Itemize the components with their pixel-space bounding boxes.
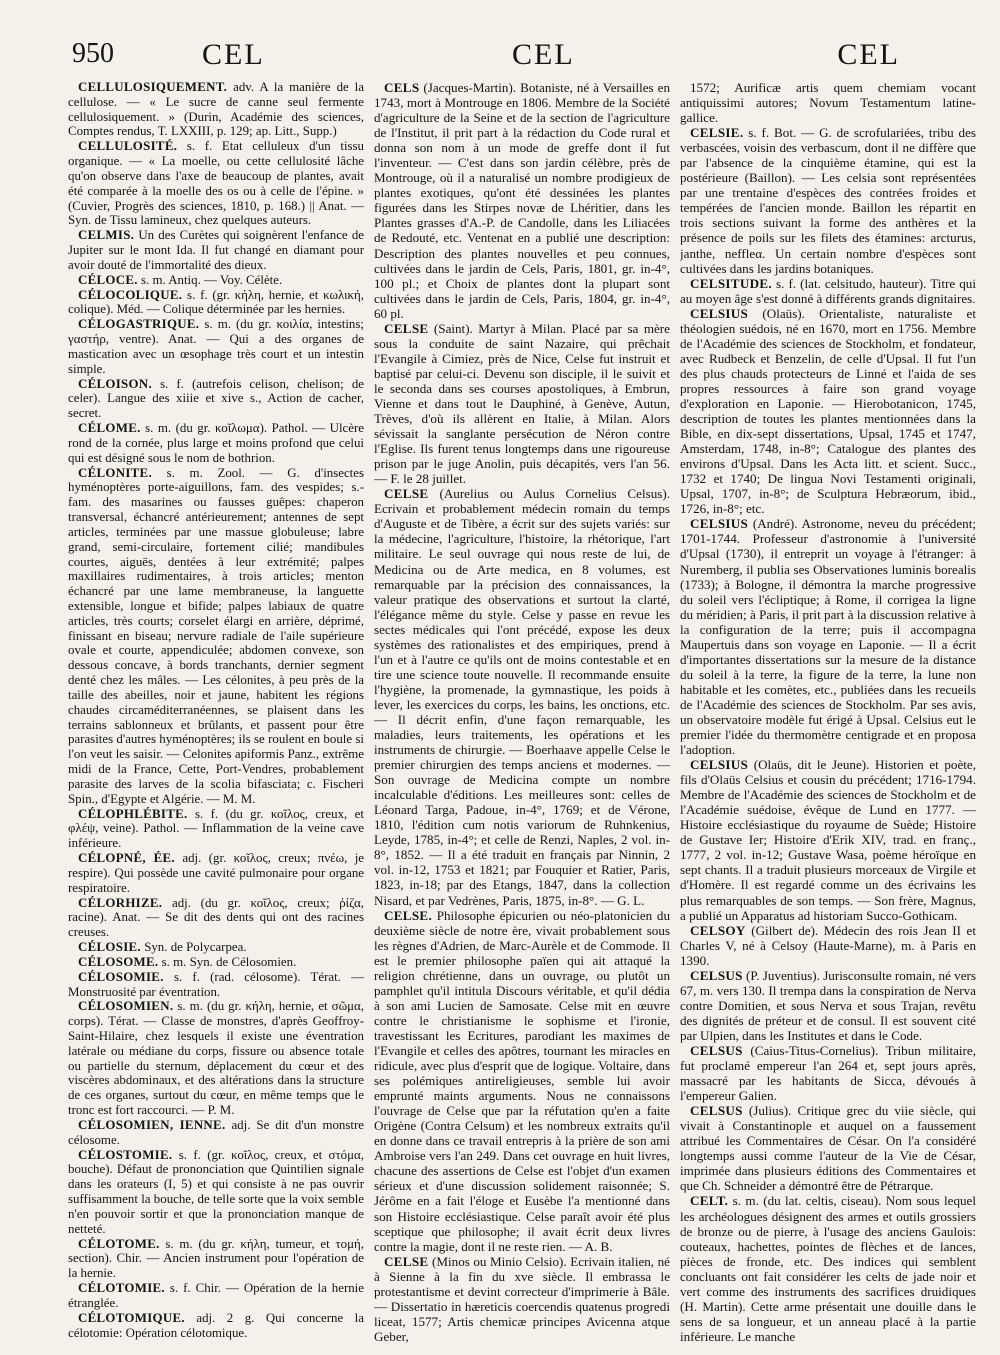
dictionary-entry xyxy=(68,421,364,465)
entry-headword: CÉLOPHLÉBITE. xyxy=(78,806,188,821)
dictionary-entry xyxy=(68,1311,364,1341)
dictionary-entry xyxy=(68,273,364,288)
entry-headword: CÉLOPNÉ, ÉE. xyxy=(78,851,175,866)
entry-headword: CELT. xyxy=(690,1193,729,1209)
entry-text: (Olaüs). Orientaliste, naturaliste et théologien suédois, né en 1670, mort en 1756. Membre de l'Académie des sciences de Stockholm, et fondateur, avec Rudbeck et Benzelin, de celle d'Upsal. Il fut l'un des plus chauds protecteurs de Linné et l'aida de ses propres ressources à faire son grand voyage d'exploration en Laponie. — Hierobotanicon, 1745, description de toutes les plantes mentionnées dans la Bible, en dix-sept dissertations, Upsal, 1745 et 1747, Amsterdam, 1748, in-8°; Catalogue des plantes des environs d'Upsal. Dans les Acta litt. et scient. Succ., 1732 et 1740; De lingua Novi Testamenti originali, Upsal, 1707, in-8°; de Sculptura Hebræorum, ibid., 1726, in-8°; etc. xyxy=(680,305,976,517)
entry-text: (P. Juventius). Jurisconsulte romain, né vers 67, m. vers 130. Il trempa dans la conspiration de Nerva contre Domitien, et sous Nerva et sous Trajan, revêtu des dignités de préteur et de consul. Il est souvent cité par Ulpien, dans les Institutes et dans le Code. xyxy=(680,967,976,1043)
entry-headword: CELLULOSITÉ. xyxy=(78,139,178,154)
dictionary-entry xyxy=(68,377,364,421)
entry-text: (Julius). Critique grec du viie siècle, qui vivait à Constantinople et auquel on a faussement attribué les Commentaires de César. On l'a considéré longtemps aussi comme l'auteur de la Vie de César, imprimée dans plusieurs éditions des Commentaires et que Ch. Schneider a démontré être de Pétrarque. xyxy=(680,1103,976,1194)
dictionary-entry xyxy=(68,317,364,376)
dictionary-entry xyxy=(374,321,670,487)
dictionary-entry xyxy=(68,896,364,940)
entry-headword: CELSUS xyxy=(690,1103,743,1119)
entry-headword: CÉLOSIE. xyxy=(78,940,141,955)
entry-text: adj. Se dit d'un monstre célosome. xyxy=(68,1117,364,1147)
dictionary-entry xyxy=(68,80,364,139)
entry-headword: CELSIUS xyxy=(690,516,749,532)
entry-text: s. m. (du gr. κήλη, hernie, et σῶμα, corps). Térat. — Classe de monstres, d'après Geoffroy-Saint-Hilaire, chez lesquels il existe une éventration latérale ou médiane du corps, fissure ou absence totale ou partielle du sternum, déplacement du cœur et des viscères abdominaux, et des altérations dans la structure de ces organes, surtout du cœur, en même temps que le tronc est fort raccourci. — P. M. xyxy=(68,999,364,1118)
entry-text: s. m. Antiq. — Voy. Célète. xyxy=(141,272,283,287)
dictionary-entry xyxy=(68,955,364,970)
dictionary-entry xyxy=(680,1103,976,1193)
dictionary-entry xyxy=(680,80,976,125)
dictionary-entry xyxy=(680,276,976,306)
entry-text: adj. 2 g. Qui concerne la célotomie: Opération célotomique. xyxy=(68,1310,364,1340)
entry-headword: CELSE xyxy=(384,1253,429,1269)
page-header xyxy=(72,38,940,78)
entry-headword: CÉLOCE. xyxy=(78,272,138,287)
entry-text: s. m. Syn. de Célosomien. xyxy=(161,954,297,969)
guide-word-left: CEL xyxy=(202,38,265,71)
entry-text: s. m. Zool. — G. d'insectes hyménoptères porte-aiguillons, fam. des vespides; s.-fam. des masarines ou fausses guêpes: chaperon transversal, échancré antérieurement; antennes de sept articles, terminées par une massue globuleuse; labre grand, semi-circulaire, fortement cilié; mandibules courtes, aiguës, dentées à leur extrémité; palpes maxillaires rudimentaires, à trois articles; menton échancré par une lame membraneuse, la languette extensible, longue et bifide; palpes labiaux de quatre articles, très courts; corselet élargi en arrière, déprimé, finissant en biseau; nervure radiale de l'aile supérieure ovale et courte, appendiculée; abdomen convexe, son dessous concave, à bords tranchants, dernier segment denté chez les mâles. — Les célonites, à peu près de la taille des abeilles, noir et jaune, habitent les régions chaudes circaméditerranéennes, se plaisent dans les terrains sablonneux et brûlants, et passent pour être parasites d'autres hyménoptères; ils se roulent en boule si l'on veut les saisir. — Celonites apiformis Panz., extrême midi de la France, Cette, Port-Vendres, probablement parasite des larves de la scolia bifasciata; c. Fischeri Spin., d'Egypte et Algérie. — M. M. xyxy=(68,465,364,806)
entry-text: (Olaüs, dit le Jeune). Historien et poète, fils d'Olaüs Celsius et cousin du précédent; 1716-1794. Membre de l'Académie des sciences de Stockholm et de l'Académie suédoise, évêque de Lund en 1777. — Histoire ecclésiastique du royaume de Suède; Histoire de Gustave Ier; Histoire d'Erik XIV, trad. en franç., 1777, 2 vol. in-12; Gustave Wasa, poème héroïque en sept chants. Il a traduit plusieurs morceaux de Virgile et d'Homère. Il est regardé comme un des écrivains les plus remarquables de son temps. — Son frère, Magnus, a publié un Apparatus ad historiam Succo-Gothicam. xyxy=(680,757,976,923)
entry-headword: CÉLOISON. xyxy=(78,376,152,391)
column-middle xyxy=(374,80,670,1345)
entry-text: Syn. de Polycarpea. xyxy=(144,940,247,955)
entry-headword: CELSOY xyxy=(690,922,746,938)
entry-headword: CELLULOSIQUEMENT. xyxy=(78,80,228,94)
dictionary-entry xyxy=(680,306,976,517)
entry-text: adv. A la manière de la cellulose. — « Le sucre de canne seul fermente cellulosiquement. » (Durin, Académie des sciences, Comptes rendus, T. LXXIII, p. 129; ap. Litt., Supp.) xyxy=(68,80,364,139)
entry-headword: CÉLOCOLIQUE. xyxy=(78,287,183,302)
entry-headword: CELSIE. xyxy=(690,125,744,141)
entry-text: s. f. (autrefois celison, chelison; de celer). Langue des xiiie et xive s., Action de cacher, secret. xyxy=(68,376,364,421)
dictionary-entry xyxy=(374,486,670,907)
dictionary-entry xyxy=(680,923,976,968)
entry-headword: CELSE xyxy=(384,486,429,502)
dictionary-entry xyxy=(680,516,976,757)
dictionary-entry xyxy=(374,80,670,321)
dictionary-entry xyxy=(374,908,670,1254)
entry-headword: CÉLOGASTRIQUE. xyxy=(78,317,200,332)
entry-text: s. f. Etat celluleux d'un tissu organique. — « La moelle, ou cette cellulosité lâche qu'on observe dans l'axe de beaucoup de plantes, avait été comparée à la moelle des os ou à celle de l'épine. » (Cuvier, Progrès des sciences, 1810, p. 168.) || Anat. — Syn. de Tissu lamineux, chez quelques auteurs. xyxy=(68,139,364,228)
dictionary-entry xyxy=(68,228,364,272)
entry-text: s. f. (gr. κήλη, hernie, et κωλική, colique). Méd. — Colique déterminée par les hernies. xyxy=(68,287,364,317)
dictionary-entry xyxy=(68,1281,364,1311)
entry-text: s. f. Chir. — Opération de la hernie étranglée. xyxy=(68,1281,364,1310)
entry-text: s. f. (rad. célosome). Térat. — Monstruosité par éventration. xyxy=(68,969,364,999)
entry-text: adj. (du gr. κοῖλος, creux; ῥίζα, racine). Anat. — Se dit des dents qui ont des racines creuses. xyxy=(68,895,364,940)
dictionary-entry xyxy=(68,851,364,895)
entry-headword: CÉLOTOMIQUE. xyxy=(78,1310,185,1325)
entry-headword: CELSUS xyxy=(690,967,743,983)
dictionary-entry xyxy=(68,1118,364,1148)
entry-text: s. m. (du gr. κοῖλωμα). Pathol. — Ulcère rond de la cornée, plus large et moins profond que celui qui est désigné sous le nom de bothrion. xyxy=(68,421,364,465)
text-columns xyxy=(68,80,976,1345)
column-right xyxy=(680,80,976,1345)
entry-text: (Saint). Martyr à Milan. Placé par sa mère sous la conduite de saint Nazaire, qui prêchait l'Evangile à Cimiez, près de Nice, Celse fut instruit et baptisé par celui-ci. Devenu son disciple, il le suivit et le seconda dans ses courses apostoliques, à Embrun, Vienne et dans tout le Dauphiné, à Genève, Autun, Trèves, d'où ils allèrent en Italie, à Milan. Alors sévissait la sanglante persécution de Néron contre l'Eglise. Ils furent tenus longtemps dans une rigoureuse prison par le juge Anolin, puis décapités, vers l'an 56. — F. le 28 juillet. xyxy=(374,320,670,487)
guide-word-center: CEL xyxy=(512,38,575,71)
page-number: 950 xyxy=(72,38,114,69)
entry-headword: CÉLOSTOMIE. xyxy=(78,1147,173,1162)
entry-headword: CÉLOSOMIE. xyxy=(78,969,164,984)
entry-headword: CELSE. xyxy=(384,907,433,923)
entry-headword: CELSUS xyxy=(690,1043,743,1058)
entry-headword: CÉLOSOMIEN. xyxy=(78,999,174,1014)
dictionary-entry xyxy=(68,999,364,1118)
entry-headword: CÉLONITE. xyxy=(78,465,152,480)
entry-headword: CELSE xyxy=(384,320,429,336)
entry-text: (Gilbert de). Médecin des rois Jean II et Charles V, né à Celsoy (Haute-Marne), m. à Paris en 1390. xyxy=(680,922,976,968)
entry-text: 1572; Aurificæ artis quem chemiam vocant antiquissimi autores; Novum Testamentum latine-gallice. xyxy=(680,80,976,126)
entry-text: s. f. (du gr. κοῖλος, creux, et φλέψ, veine). Pathol. — Inflammation de la veine cave inférieure. xyxy=(68,806,364,851)
entry-text: s. m. (du gr. κοιλία, intestins; γαστήρ, ventre). Anat. — Qui a des organes de mastication avec un œsophage très court et un intestin simple. xyxy=(68,317,364,376)
entry-text: Un des Curètes qui soignèrent l'enfance de Jupiter sur le mont Ida. Il fut changé en diamant pour avoir douté de l'immortalité des dieux. xyxy=(68,228,364,272)
entry-text: (Minos ou Minio Celsio). Ecrivain italien, né à Sienne à la fin du xve siècle. Il embrassa le protestantisme et devint correcteur d'imprimerie à Bâle. — Dissertatio in hæreticis coercendis quatenus progredi liceat, 1577; Artis chemicæ principes Avicenna atque Geber, xyxy=(374,1253,670,1344)
dictionary-entry xyxy=(68,807,364,851)
entry-headword: CÉLORHIZE. xyxy=(78,895,163,910)
entry-headword: CELMIS. xyxy=(78,228,135,243)
dictionary-entry xyxy=(68,970,364,1000)
entry-text: adj. (gr. κοῖλος, creux; πνέω, je respire). Qui possède une cavité pulmonaire pour organe respiratoire. xyxy=(68,851,364,895)
entry-text: (Aurelius ou Aulus Cornelius Celsus). Ecrivain et probablement médecin romain du temps d'Auguste et de Tibère, a écrit sur des sujets variés: sur la médecine, l'agriculture, l'histoire, la rhétorique, l'art militaire. Le seul ouvrage qui nous reste de lui, de Medicina ou de Arte medica, en 8 volumes, est remarquable par la précision des connaissances, la valeur pratique des observations et surtout la clarté, l'élégance même du style. Celse y passe en revue les sectes médicales qui l'ont précédé, expose les deux systèmes des rationalistes et des empiriques, prend à l'un et à l'autre ce qu'ils ont de moins contestable et en tire une science toute nouvelle. Il recommande ensuite l'hygiène, la promenade, la gymnastique, les poids à lever, les exercices du corps, les bains, les onctions, etc. — Il décrit enfin, d'une façon remarquable, les maladies, leurs traitements, les opérations et les instruments de chirurgie. — Boerhaave appelle Celse le premier chirurgien des temps anciens et modernes. — Son ouvrage de Medicina compte un nombre incalculable d'éditions. Les meilleures sont: celles de Léonard Targa, Padoue, in-4°, 1769; et de Vérone, 1810, l'édition cum notis variorum de Ruhnkenius, Leyde, 1785, in-4°; et celle de Renzi, Naples, 2 vol. in-8°, 1852. — Il a été traduit en français par Ninnin, 2 vol. in-12, 1753 et 1821; par Fouquier et Ratier, Paris, 1823, in-18; par des Etangs, 1847, dans la collection Nisard, et par Vedrènes, Paris, 1875, in-8°. — G. L. xyxy=(374,486,670,908)
dictionary-entry xyxy=(680,757,976,923)
entry-headword: CELSITUDE. xyxy=(690,275,772,291)
entry-text: s. m. (du gr. κήλη, tumeur, et τομή, section). Chir. — Ancien instrument pour l'opération de la hernie. xyxy=(68,1236,364,1281)
entry-text: (Caius-Titus-Cornelius). Tribun militaire, fut proclamé empereur l'an 264 et, sept jours après, massacré par les habitants de Sicca, dévoués à l'empereur Galien. xyxy=(680,1043,976,1104)
entry-text: s. f. Bot. — G. de scrofulariées, tribu des verbascées, voisin des verbascum, dont il ne diffère que par l'absence de la cinquième étamine, qui est la postérieure (Baillon). — Les celsia sont représentées par une trentaine d'espèces des contrées froides et tempérées de l'ancien monde. Baillon les répartit en trois sections suivant la forme des anthères et la présence de poils sur les filets des étamines: arcturus, janthe, neffleα. Un certain nombre d'espèces sont cultivées dans les jardins botaniques. xyxy=(680,125,976,276)
dictionary-entry xyxy=(68,1148,364,1237)
entry-text: (Jacques-Martin). Botaniste, né à Versailles en 1743, mort à Montrouge en 1806. Membre de la Société d'agriculture de la Seine et de la section de l'agriculture de l'Institut, il prit part à la rédaction du Code rural et donna son nom à un mode de greffe dont il fut l'inventeur. — C'est dans son jardin célèbre, près de Montrouge, où il a naturalisé un nombre prodigieux de plantes exotiques, qu'ont été dessinées les plantes figurées dans les Stirpes novæ de Lhéritier, dans les Plantes grasses d'A.-P. de Candolle, dans les Liliacées de Redouté, etc. Ventenat en a publié une description: Description des plantes nouvelles et peu connues, cultivées dans le jardin de Cels, Paris, 1801, gr. in-4°, 100 pl.; et Choix de plantes dont la plupart sont cultivées dans le jardin de Cels, Paris, 1804, gr. in-4°, 60 pl. xyxy=(374,80,670,321)
dictionary-entry xyxy=(68,940,364,955)
dictionary-entry xyxy=(680,1043,976,1103)
column-left xyxy=(68,80,364,1345)
dictionary-entry xyxy=(68,466,364,807)
entry-text: (André). Astronome, neveu du précédent; 1701-1744. Professeur d'astronomie à l'université d'Upsal (1730), il entreprit un voyage à l'étranger: à Nuremberg, il publia ses Observationes luminis borealis (1733); à Bologne, il démontra la marche progressive du soleil vers l'écliptique; à Rome, il corrigea la ligne du méridien; à Paris, il prit part à la discussion relative à la configuration de la terre; puis il accompagna Maupertuis dans son voyage en Laponie. — Il a écrit d'importantes dissertations sur la mesure de la distance du soleil à la terre, la figure de la terre, la lune non habitable et les comètes, etc., publiées dans les recueils de l'Académie des sciences de Stockholm. Par ses avis, un observatoire modèle fut érigé à Upsal. Celsius eut le premier l'idée du thermomètre centigrade et en proposa l'adoption. xyxy=(680,516,976,758)
dictionary-entry xyxy=(680,125,976,275)
entry-headword: CÉLOME. xyxy=(78,421,141,436)
entry-headword: CÉLOSOME. xyxy=(78,954,159,969)
guide-word-right: CEL xyxy=(837,38,900,71)
dictionary-entry xyxy=(68,1237,364,1281)
dictionary-entry xyxy=(680,1193,976,1343)
entry-text: s. m. (du lat. celtis, ciseau). Nom sous lequel les archéologues désignent des armes et outils grossiers de bronze ou de pierre, à l'usage des anciens Gaulois: couteaux, hachettes, pointes de flèches et de lances, pièces de fronde, etc. Des indices qui semblent concluants ont fait considérer les celts de jade noir et vert comme des instruments des sacrifices druidiques (H. Martin). Cette arme présentait une douille dans le sens de sa longueur, et un anneau placé à la partie inférieure. Le manche xyxy=(680,1193,976,1344)
dictionary-entry xyxy=(68,139,364,228)
entry-headword: CÉLOTOMIE. xyxy=(78,1281,165,1296)
entry-headword: CÉLOTOME. xyxy=(78,1236,160,1251)
entry-text: Philosophe épicurien ou néo-platonicien du deuxième siècle de notre ère, vivait probablement sous les règnes d'Adrien, de Marc-Aurèle et de Commode. Il est le premier philosophe païen qui ait attaqué la religion chrétienne, dans un ouvrage, ou plutôt un pamphlet qu'il intitula Discours véritable, et qu'il dédia à son ami Lucien de Samosate. Celse mit en œuvre contre le christianisme le sophisme et l'ironie, travestissant les Ecritures, parodiant les maximes de l'Evangile et celles des apôtres, tournant les miracles en ridicule, avec plus d'esprit que de logique. Voltaire, dans ses polémiques antireligieuses, semble lui avoir emprunté maints arguments. Nous ne connaissons l'ouvrage de Celse que par la réfutation qu'en a faite Origène (Contra Celsum) et les nombreux extraits qu'il en donne dans ce travail entrepris à la prière de son ami Ambroise vers l'an 249. Dans cet ouvrage en huit livres, chacune des assertions de Celse est l'objet d'un examen sérieux et d'une discussion solidement raisonnée; S. Jérôme en a fait l'éloge et Eusèbe l'a mentionné dans son Histoire ecclésiastique. Celse paraît avoir été plus sceptique que philosophe; il avait écrit deux livres contre la magie, dont il ne reste rien. — A. B. xyxy=(374,907,670,1254)
entry-headword: CELSIUS xyxy=(690,305,749,321)
dictionary-entry xyxy=(68,288,364,318)
dictionary-entry xyxy=(680,968,976,1043)
dictionary-entry xyxy=(374,1254,670,1344)
entry-text: s. f. (gr. κοῖλος, creux, et στόμα, bouche). Défaut de prononciation que Quintilien signale dans les orateurs (I, 5) et qui consiste à ne pas ouvrir suffisamment la bouche, de telle sorte que la voix semble n'en pouvoir sortir et que la prononciation manque de netteté. xyxy=(68,1147,364,1236)
entry-headword: CÉLOSOMIEN, IENNE. xyxy=(78,1117,226,1132)
entry-text: s. f. (lat. celsitudo, hauteur). Titre qui au moyen âge s'est donné à différents grands dignitaires. xyxy=(680,275,976,306)
entry-headword: CELS xyxy=(384,80,420,95)
entry-headword: CELSIUS xyxy=(690,757,749,773)
